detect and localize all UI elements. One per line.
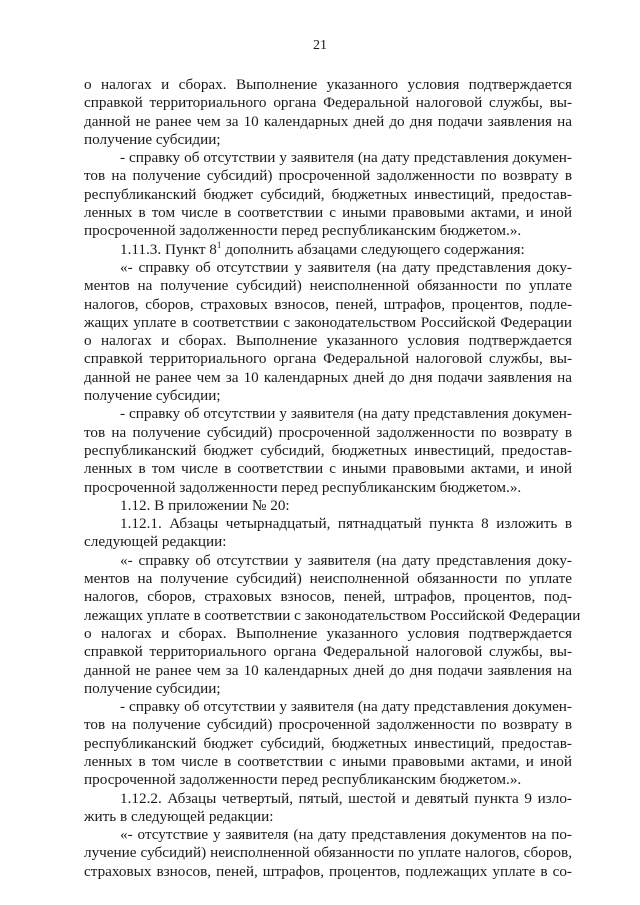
paragraph	[84, 405, 572, 496]
paragraph	[84, 497, 572, 515]
text-line: о налогах и сборах. Выполнение указанного условия подтверждается	[84, 76, 572, 93]
text-line: справкой территориального органа Федеральной налоговой службы, вы-	[84, 643, 572, 661]
paragraph	[84, 515, 572, 552]
text-line: налогов, сборов, страховых взносов, пеней, штрафов, процентов, подле-	[84, 295, 572, 313]
paragraph	[84, 698, 572, 789]
text-line: о налогах и сборах. Выполнение указанного условия подтверждается	[84, 332, 572, 350]
text-line: республиканский бюджет субсидий, бюджетных инвестиций, предостав-	[84, 734, 572, 752]
text-line: республиканский бюджет субсидий, бюджетных инвестиций, предостав-	[84, 441, 572, 459]
paragraph	[84, 149, 572, 240]
text-line: ленных в том числе в соответствии с иными правовыми актами, и иной	[84, 752, 572, 770]
text-line: справкой территориального органа Федеральной налоговой службы, вы-	[84, 350, 572, 368]
text-line: справкой территориального органа Федеральной налоговой службы, вы-	[84, 94, 572, 112]
text-line: налогов, сборов, страховых взносов, пеней, штрафов, процентов, под-	[84, 588, 572, 606]
text-line: ленных в том числе в соответствии с иными правовыми актами, и иной	[84, 204, 572, 222]
paragraph	[84, 241, 572, 259]
text-fragment: 1.11.3. Пункт 8	[120, 240, 217, 258]
text-line: 1.12.2. Абзацы четвертый, пятый, шестой и девятый пункта 9 изло-	[120, 789, 572, 807]
text-line: страховых взносов, пеней, штрафов, процентов, подлежащих уплате в со-	[84, 862, 572, 880]
text-line: следующей редакции:	[84, 533, 227, 551]
text-line: получение субсидии;	[84, 679, 221, 697]
text-line: - справку об отсутствии у заявителя (на дату представления докумен-	[120, 149, 572, 167]
text-line: данной не ранее чем за 10 календарных дней до дня подачи заявления на	[84, 661, 572, 679]
paragraph	[84, 826, 572, 881]
document-body	[84, 76, 581, 881]
text-line: о налогах и сборах. Выполнение указанного условия подтверждается	[84, 624, 572, 642]
text-line: просроченной задолженности перед республиканским бюджетом.».	[84, 222, 522, 240]
paragraph	[84, 76, 572, 149]
text-line: ментов на получение субсидий) неисполненной обязанности по уплате	[84, 570, 572, 588]
text-line: лучение субсидий) неисполненной обязанности по уплате налогов, сборов,	[84, 844, 572, 862]
text-line: 1.12. В приложении № 20:	[120, 496, 290, 514]
text-line	[84, 241, 572, 259]
text-line: 1.12.1. Абзацы четырнадцатый, пятнадцатый пункта 8 изложить в	[120, 515, 572, 533]
text-line: данной не ранее чем за 10 календарных дней до дня подачи заявления на	[84, 112, 572, 130]
text-line: «- справку об отсутствии у заявителя (на дату представления доку-	[120, 551, 572, 569]
text-line: тов на получение субсидий) просроченной задолженности по возврату в	[84, 716, 572, 734]
text-line: тов на получение субсидий) просроченной задолженности по возврату в	[84, 423, 572, 441]
text-line: данной не ранее чем за 10 календарных дней до дня подачи заявления на	[84, 368, 572, 386]
superscript: 1	[216, 239, 222, 250]
page-number: 21	[313, 38, 327, 53]
text-line: получение субсидии;	[84, 130, 221, 148]
text-line: лежащих уплате в соответствии с законодательством Российской Федерации	[84, 606, 581, 624]
text-line: республиканский бюджет субсидий, бюджетных инвестиций, предостав-	[84, 185, 572, 203]
text-line: тов на получение субсидий) просроченной задолженности по возврату в	[84, 167, 572, 185]
text-line: ментов на получение субсидий) неисполненной обязанности по уплате	[84, 277, 572, 295]
text-fragment: дополнить абзацами следующего содержания:	[221, 240, 525, 258]
text-line: просроченной задолженности перед республиканским бюджетом.».	[84, 771, 522, 789]
text-line: ленных в том числе в соответствии с иными правовыми актами, и иной	[84, 460, 572, 478]
paragraph	[84, 790, 572, 827]
text-line: «- отсутствие у заявителя (на дату представления документов на по-	[120, 826, 572, 844]
text-line: - справку об отсутствии у заявителя (на дату представления докумен-	[120, 698, 572, 716]
paragraph	[84, 551, 581, 698]
text-line: жить в следующей редакции:	[84, 807, 274, 825]
text-line: жащих уплате в соответствии с законодательством Российской Федерации	[84, 313, 572, 331]
text-line: просроченной задолженности перед республиканским бюджетом.».	[84, 478, 522, 496]
text-line: - справку об отсутствии у заявителя (на дату представления докумен-	[120, 405, 572, 423]
paragraph	[84, 259, 572, 405]
text-line: получение субсидии;	[84, 387, 221, 405]
text-line: «- справку об отсутствии у заявителя (на дату представления доку-	[120, 258, 572, 276]
